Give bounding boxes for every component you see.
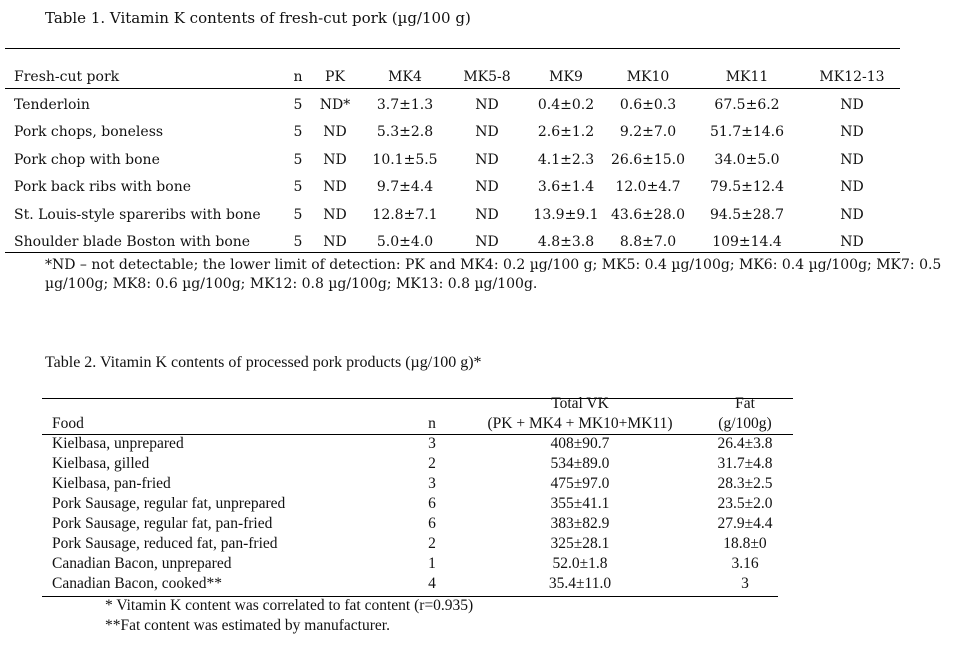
cell-total-vk: 534±89.0 <box>550 455 610 472</box>
header-total-vk: Total VK <box>551 395 609 412</box>
cell-fat: 28.3±2.5 <box>717 475 773 492</box>
cell-mk4: 5.3±2.8 <box>376 124 434 141</box>
cell-mk10: 26.6±15.0 <box>610 151 686 168</box>
header-mk9: MK9 <box>549 69 583 85</box>
header-food: Fresh-cut pork <box>14 69 120 85</box>
table-1-footnote: *ND – not detectable; the lower limit of detection: PK and MK4: 0.2 µg/100 g; MK5: 0.4 µg/100g; MK6: 0.4 µg/100g; MK7: 0.5 <box>45 257 942 273</box>
cell-mk11: 51.7±14.6 <box>709 124 785 141</box>
cell-mk9: 4.1±2.3 <box>537 151 595 168</box>
cell-food: Pork Sausage, regular fat, unprepared <box>52 495 286 512</box>
cell-total-vk: 52.0±1.8 <box>552 555 608 572</box>
cell-total-vk: 355±41.1 <box>550 495 610 512</box>
cell-mk12-13: ND <box>840 124 864 141</box>
cell-food: St. Louis-style spareribs with bone <box>14 206 261 223</box>
cell-mk12-13: ND <box>840 97 864 113</box>
header-fat-unit: (g/100g) <box>718 415 772 432</box>
table-1-bottom-rule <box>5 252 900 253</box>
cell-mk9: 3.6±1.4 <box>537 179 595 196</box>
cell-total-vk: 325±28.1 <box>550 535 610 552</box>
cell-food: Pork chop with bone <box>14 151 160 168</box>
cell-food: Kielbasa, gilled <box>52 455 150 472</box>
cell-mk10: 12.0±4.7 <box>615 179 681 196</box>
cell-fat: 18.8±0 <box>723 535 767 552</box>
cell-fat: 27.9±4.4 <box>717 515 773 532</box>
header-mk4: MK4 <box>388 69 422 85</box>
cell-food: Kielbasa, unprepared <box>52 435 184 452</box>
cell-total-vk: 475±97.0 <box>550 475 610 492</box>
header-n: n <box>293 69 303 85</box>
header-mk5-8: MK5-8 <box>463 69 511 85</box>
table-2-top-rule <box>42 398 793 399</box>
cell-food: Canadian Bacon, cooked** <box>52 575 223 592</box>
cell-fat: 26.4±3.8 <box>717 435 773 452</box>
cell-food: Pork chops, boneless <box>14 124 164 141</box>
header-food: Food <box>52 415 84 432</box>
table-2-title: Table 2. Vitamin K contents of processed pork products (µg/100 g)* <box>45 354 482 371</box>
table-1-footnote-cont: µg/100g; MK8: 0.6 µg/100g; MK12: 0.8 µg/100g; MK13: 0.8 µg/100g. <box>45 276 538 292</box>
header-mk10: MK10 <box>626 69 670 85</box>
cell-mk5-8: ND <box>475 124 499 141</box>
cell-mk12-13: ND <box>840 179 864 196</box>
cell-n: 6 <box>428 515 436 532</box>
cell-mk10: 8.8±7.0 <box>619 234 677 250</box>
cell-mk4: 3.7±1.3 <box>376 97 434 113</box>
cell-mk5-8: ND <box>475 234 499 250</box>
cell-mk12-13: ND <box>840 234 864 250</box>
cell-food: Shoulder blade Boston with bone <box>14 234 251 250</box>
cell-mk11: 34.0±5.0 <box>714 151 780 168</box>
cell-food: Kielbasa, pan-fried <box>52 475 171 492</box>
cell-mk11: 67.5±6.2 <box>714 97 780 113</box>
cell-mk9: 0.4±0.2 <box>537 97 595 113</box>
cell-n: 1 <box>428 555 436 572</box>
table-1-title: Table 1. Vitamin K contents of fresh-cut pork (µg/100 g) <box>45 9 471 27</box>
cell-mk4: 9.7±4.4 <box>376 179 434 196</box>
cell-mk12-13: ND <box>840 151 864 168</box>
cell-n: 3 <box>428 435 436 452</box>
cell-n: 2 <box>428 535 436 552</box>
cell-mk4: 12.8±7.1 <box>372 206 438 223</box>
table-1-header-rule <box>5 88 900 89</box>
cell-mk4: 10.1±5.5 <box>372 151 438 168</box>
cell-n: 6 <box>428 495 436 512</box>
cell-total-vk: 408±90.7 <box>550 435 610 452</box>
header-mk11: MK11 <box>725 69 769 85</box>
cell-food: Canadian Bacon, unprepared <box>52 555 232 572</box>
cell-n: 3 <box>428 475 436 492</box>
cell-fat: 3.16 <box>731 555 759 572</box>
cell-n: 5 <box>293 97 303 113</box>
cell-food: Pork back ribs with bone <box>14 179 192 196</box>
cell-total-vk: 35.4±11.0 <box>548 575 612 592</box>
cell-food: Pork Sausage, regular fat, pan-fried <box>52 515 273 532</box>
cell-n: 5 <box>293 179 303 196</box>
cell-pk: ND <box>323 179 347 196</box>
cell-pk: ND <box>323 234 347 250</box>
header-mk12-13: MK12-13 <box>819 69 885 85</box>
cell-mk10: 43.6±28.0 <box>610 206 686 223</box>
cell-n: 5 <box>293 234 303 250</box>
cell-mk4: 5.0±4.0 <box>376 234 434 250</box>
cell-food: Tenderloin <box>14 97 90 113</box>
cell-n: 5 <box>293 206 303 223</box>
cell-mk5-8: ND <box>475 179 499 196</box>
cell-n: 2 <box>428 455 436 472</box>
cell-pk: ND <box>323 151 347 168</box>
cell-mk11: 79.5±12.4 <box>709 179 785 196</box>
cell-mk10: 0.6±0.3 <box>619 97 677 113</box>
cell-mk11: 94.5±28.7 <box>709 206 785 223</box>
cell-fat: 23.5±2.0 <box>717 495 773 512</box>
cell-pk: ND <box>323 206 347 223</box>
cell-total-vk: 383±82.9 <box>550 515 610 532</box>
cell-fat: 3 <box>741 575 749 592</box>
cell-food: Pork Sausage, reduced fat, pan-fried <box>52 535 278 552</box>
cell-mk9: 2.6±1.2 <box>537 124 595 141</box>
cell-mk11: 109±14.4 <box>712 234 782 250</box>
cell-mk9: 13.9±9.1 <box>533 206 599 223</box>
cell-mk12-13: ND <box>840 206 864 223</box>
cell-mk5-8: ND <box>475 206 499 223</box>
table-2-footnote-1: * Vitamin K content was correlated to fat content (r=0.935) <box>105 597 474 614</box>
table-1-top-rule <box>5 48 900 49</box>
header-fat: Fat <box>735 395 755 412</box>
cell-mk10: 9.2±7.0 <box>619 124 677 141</box>
table-2-footnote-2: **Fat content was estimated by manufacturer. <box>105 617 390 634</box>
header-pk: PK <box>325 69 345 85</box>
header-total-vk-formula: (PK + MK4 + MK10+MK11) <box>487 415 673 432</box>
cell-mk5-8: ND <box>475 97 499 113</box>
header-n: n <box>428 415 436 432</box>
cell-mk9: 4.8±3.8 <box>537 234 595 250</box>
cell-fat: 31.7±4.8 <box>717 455 773 472</box>
cell-n: 5 <box>293 124 303 141</box>
cell-pk: ND* <box>319 97 351 113</box>
cell-pk: ND <box>323 124 347 141</box>
cell-n: 5 <box>293 151 303 168</box>
cell-mk5-8: ND <box>475 151 499 168</box>
cell-n: 4 <box>428 575 436 592</box>
